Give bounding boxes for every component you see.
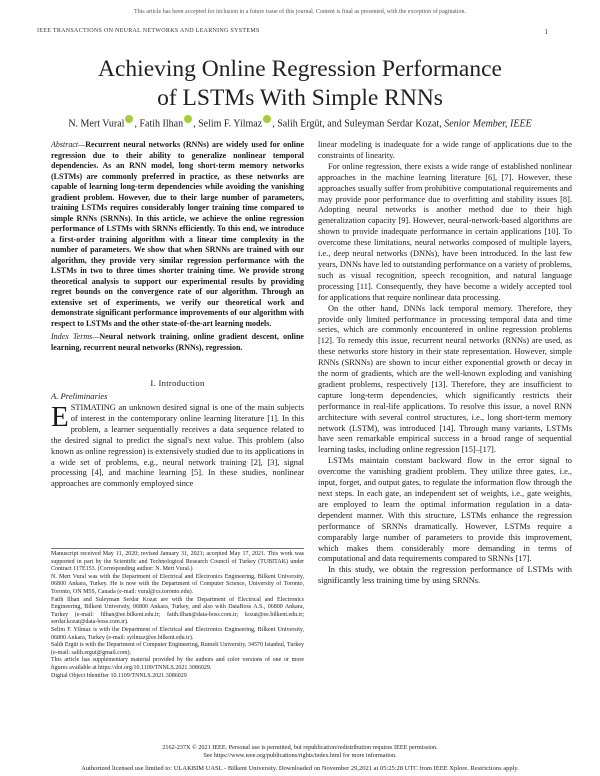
paragraph: linear modeling is inadequate for a wide range of applications due to the constraints of linearity. <box>318 140 572 160</box>
subsection-heading: A. Preliminaries <box>51 391 108 401</box>
index-terms-label: Index Terms <box>51 332 93 341</box>
abstract-label: Abstract <box>51 140 79 149</box>
license-line: Authorized licensed use limited to: ULAKBIM UASL - Bilkent University. Downloaded on November 29,2021 at 05:25:28 UTC from IEEE Xplore. Restrictions apply. <box>81 765 519 772</box>
rights-link[interactable]: See https://www.ieee.org/publications/rights/index.html for more information. <box>203 752 397 759</box>
footnotes <box>51 551 304 680</box>
title-text: Achieving Online Regression Performance of LSTMs With Simple RNNs <box>98 56 502 111</box>
paragraph: For online regression, there exists a wide range of established nonlinear approaches in the machine learning literature [6], [7]. However, these approaches usually suffer from prohibitive computational requirements and may provide poor performance due to overfitting and stability issues [8]. Adopting neural networks is another method due to their high generalization capacity [9]. However, neural-network-based algorithms are shown to provide inadequate performance in certain applications [10]. To overcome these limitations, neural networks composed of multiple layers, i.e., deep neural networks (DNNs), have been introduced. In the last few years, DNNs have led to outstanding performance on a variety of problems, such as visual recognition, speech recognition, and natural language processing [11]. Consequently, they have become a widely accepted tool for applications that require nonlinear data processing. <box>318 161 572 302</box>
orcid-icon[interactable] <box>263 115 271 123</box>
orcid-icon[interactable] <box>184 115 192 123</box>
copyright-line: 2162-237X © 2021 IEEE. Personal use is permitted, but republication/redistribution requires IEEE permission. <box>162 744 438 751</box>
author-role: Senior Member, IEEE <box>444 118 532 130</box>
paragraph: In this study, we obtain the regression performance of LSTMs with significantly less training time by using SRNNs. <box>318 565 572 586</box>
footnote: Salih Ergüt is with the Department of Computer Engineering, Rumeli University, 34570 Istanbul, Turkey (e-mail: salih.ergut@gmail.com). <box>51 642 304 656</box>
author-line: N. Mert Vural , Fatih Ilhan , Selim F. Yilmaz , Salih Ergüt, and Suleyman Serdar Kozat, Senior Member, IEEE <box>0 114 600 129</box>
paragraph: LSTMs maintain constant backward flow in the error signal to overcome the vanishing gradient problem. They utilize three gates, i.e., input, forget, and output gates, to regulate the information flow through the next steps. In each gate, an independent set of weights, i.e., gate weights, are employed to learn the optimal information regulation in a data-dependent manner. With this structure, LSTMs enhance the regression performance of SRNNs dramatically. However, LSTMs require a comparably large number of parameters to provide this improvement, which makes them considerably more demanding in terms of computational and data requirements compared to SRNNs [17]. <box>318 456 572 564</box>
index-terms-text: Neural network training, online gradient descent, online learning, recurrent neural networks (RNNs), regression. <box>51 332 304 352</box>
right-column <box>318 140 572 587</box>
paragraph: On the other hand, DNNs lack temporal memory. Therefore, they provide only limited performance in processing temporal data and time series, which are commonly encountered in online regression problems [12]. To remedy this issue, recurrent neural networks (RNNs) are used, as these networks store history in their state representation. However, simple RNNs (SRNNs) are shown to incur either exponential growth or decay in the norm of gradients, which are the well-known exploding and vanishing gradient problems, respectively [13]. Therefore, they are insufficient to capture long-term dependencies, which significantly restricts their performance in real-life applications. To resolve this issue, a novel RNN architecture with several control structures, i.e., long short-term memory network (LSTM), was introduced [14]. Through many variants, LSTMs have seen remarkable empirical success in a broad range of sequential learning tasks, including online regression [15]–[17]. <box>318 303 572 455</box>
footnote: N. Mert Vural was with the Department of Electrical and Electronics Engineering, Bilkent University, 06800 Ankara, Turkey. He is now with the Department of Computer Science, University of Toronto, Toronto, ON M5S, Canada (e-mail: vural@cs.toronto.edu). <box>51 573 304 595</box>
author-ilhan: Fatih Ilhan <box>139 118 184 130</box>
author-ergut-kozat: Salih Ergüt, and Suleyman Serdar Kozat, <box>277 118 442 130</box>
running-head: IEEE TRANSACTIONS ON NEURAL NETWORKS AND LEARNING SYSTEMS <box>37 28 260 34</box>
abstract-text: Recurrent neural networks (RNNs) are widely used for online regression due to their ability to generalize nonlinear temporal dependencies. As an RNN model, long short-term memory networks (LSTMs) are commonly preferred in practice, as these networks are capable of learning long-term dependencies while avoiding the vanishing gradient problem. However, due to their large number of parameters, training LSTMs requires considerably longer training time compared to simple RNNs (SRNNs). In this article, we achieve the online regression performance of LSTMs with SRNNs efficiently. To this end, we introduce a first-order training algorithm with a linear time complexity in the number of parameters. We show that when SRNNs are trained with our algorithm, they provide very similar regression performance with the LSTMs in two to three times shorter training time. We provide strong theoretical analysis to support our experimental results by providing regret bounds on the convergence rate of our algorithm. Through an extensive set of experiments, we verify our theoretical work and demonstrate significant performance improvements of our algorithm with respect to LSTMs and the other state-of-the-art learning models. <box>51 140 304 328</box>
footnote: Fatih Ilhan and Suleyman Serdar Kozat are with the Department of Electrical and Electronics Engineering, Bilkent University, 06800 Ankara, Turkey, and also with DataBoss A.S., 06800 Ankara, Turkey (e-mail: filhan@ee.bilkent.edu.tr; fatih.ilhan@data-boss.com.tr; kozat@ee.bilkent.edu.tr; serdar.kozat@data-boss.com.tr). <box>51 596 304 626</box>
intro-caps: STIMATING <box>70 403 116 412</box>
intro-text: an unknown desired signal is one of the main subjects of interest in the contemporary online learning literature [1]. In this problem, a learner sequentially receives a data sequence related to the desired signal to predict the signal's next value. This problem (also known as online regression) is extensively studied due to its applications in a wide set of problems, e.g., neural network training [2], [3], signal processing [4], and machine learning [5]. In these studies, nonlinear approaches are commonly employed since <box>51 403 304 489</box>
orcid-icon[interactable] <box>125 115 133 123</box>
footnote-rule <box>51 548 304 549</box>
index-terms: Index Terms—Neural network training, online gradient descent, online learning, recurrent neural networks (RNNs), regression. <box>51 332 304 352</box>
drop-cap: E <box>51 401 69 433</box>
footnote-doi: Digital Object Identifier 10.1109/TNNLS.2021.3086029 <box>51 672 187 679</box>
footnote: Manuscript received May 11, 2020; revised January 31, 2021; accepted May 17, 2021. This work was supported in part by the Scientific and Technological Research Council of Turkey (TUBITAK) under Contract 117E153. (Corresponding author: N. Mert Vural.) <box>51 551 304 573</box>
author-yilmaz: Selim F. Yilmaz <box>198 118 263 130</box>
copyright-block <box>0 744 600 760</box>
section-heading: I. Introduction <box>150 378 205 388</box>
page-number: 1 <box>544 28 548 36</box>
intro-body <box>51 403 304 490</box>
paper-title <box>0 55 600 113</box>
footnote-supplementary[interactable]: This article has supplementary material provided by the authors and color versions of one or more figures available at https://doi.org/10.1109/TNNLS.2021.3086029. <box>51 657 304 671</box>
abstract: Abstract—Recurrent neural networks (RNNs) are widely used for online regression due to their ability to generalize nonlinear temporal dependencies. As an RNN model, long short-term memory networks (LSTMs) are commonly preferred in practice, as these networks are capable of learning long-term dependencies while avoiding the vanishing gradient problem. However, due to their large number of parameters, training LSTMs requires considerably longer training time compared to simple RNNs (SRNNs). In this article, we achieve the online regression performance of LSTMs with SRNNs efficiently. To this end, we introduce a first-order training algorithm with a linear time complexity in the number of parameters. We show that when SRNNs are trained with our algorithm, they provide very similar regression performance with the LSTMs in two to three times shorter training time. We provide strong theoretical analysis to support our experimental results by providing regret bounds on the convergence rate of our algorithm. Through an extensive set of experiments, we verify our theoretical work and demonstrate significant performance improvements of our algorithm with respect to LSTMs and the other state-of-the-art learning models. <box>51 140 304 328</box>
acceptance-notice: This article has been accepted for inclusion in a future issue of this journal. Content is final as presented, with the exception of pagination. <box>134 9 466 15</box>
author-vural: N. Mert Vural <box>68 118 125 130</box>
footnote: Selim F. Yilmaz is with the Department of Electrical and Electronics Engineering, Bilkent University, 06800 Ankara, Turkey (e-mail: syilmaz@ee.bilkent.edu.tr). <box>51 626 304 641</box>
